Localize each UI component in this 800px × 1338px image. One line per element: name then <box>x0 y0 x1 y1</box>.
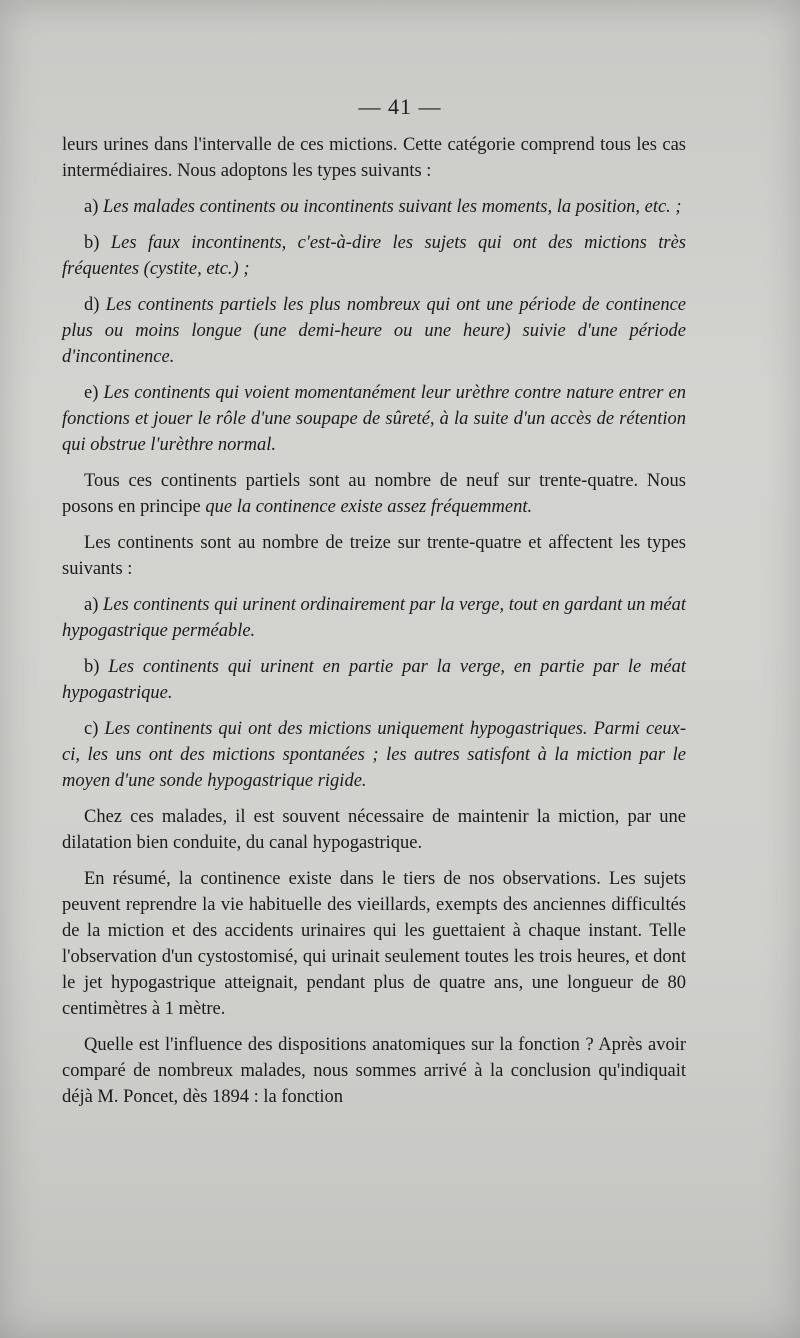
paragraph-dilatation: Chez ces malades, il est souvent nécessaire de maintenir la miction, par une dilatation bien conduite, du canal hypogastrique. <box>62 807 686 853</box>
list-item-d <box>62 292 686 370</box>
list-item-a <box>62 592 686 644</box>
list-marker: b) <box>84 233 100 253</box>
list-item-b <box>62 230 686 282</box>
paragraph-text: Tous ces continents partiels sont au nombre de neuf sur trente-quatre. Nous posons en principe <box>62 471 686 517</box>
list-item-text: Les malades continents ou incontinents suivant les moments, la position, etc. ; <box>103 197 682 217</box>
list-marker: a) <box>84 595 99 615</box>
list-item-text: Les continents qui urinent en partie par la verge, en partie par le méat hypogastrique. <box>62 657 687 703</box>
list-marker: e) <box>84 383 99 403</box>
list-item-text: Les continents partiels les plus nombreux qui ont une période de continence plus ou moins longue (une demi-heure ou une heure) suivie d'une période d'incontinence. <box>62 295 687 367</box>
paragraph-emphasis: que la continence existe assez fréquemment. <box>205 497 533 517</box>
paragraph-continents: Les continents sont au nombre de treize sur trente-quatre et affectent les types suivants : <box>62 533 686 579</box>
paragraph-summary: En résumé, la continence existe dans le tiers de nos observations. Les sujets peuvent reprendre la vie habituelle des vieillards, exempts des anciennes difficultés de la miction et des accidents urinaires qui les guettaient à chaque instant. Telle l'observation d'un cystostomisé, qui urinait seulement toutes les trois heures, et dont le jet hypogastrique atteignait, pendant plus de quatre ans, une longueur de 80 centimètres à 1 mètre. <box>62 869 686 1019</box>
paragraph-intro: leurs urines dans l'intervalle de ces mictions. Cette catégorie comprend tous les cas intermédiaires. Nous adoptons les types suivants : <box>62 135 686 181</box>
list-item-b <box>62 654 686 706</box>
list-item-e <box>62 380 686 458</box>
page-number: — 41 — <box>358 94 442 119</box>
list-marker: b) <box>84 657 100 677</box>
list-item-a <box>62 194 686 220</box>
paragraph-partial-continents <box>62 468 686 520</box>
list-marker: a) <box>84 197 99 217</box>
list-item-text: Les continents qui voient momentanément leur urèthre contre nature entrer en fonctions et jouer le rôle d'une soupape de sûreté, à la suite d'un accès de rétention qui obstrue l'urèthre normal. <box>62 383 687 455</box>
page-body <box>62 132 686 1120</box>
paragraph-anatomy: Quelle est l'influence des dispositions anatomiques sur la fonction ? Après avoir comparé de nombreux malades, nous sommes arrivé à la conclusion qu'indiquait déjà M. Poncet, dès 1894 : la fonction <box>62 1035 686 1107</box>
list-marker: c) <box>84 719 99 739</box>
list-item-text: Les faux incontinents, c'est-à-dire les sujets qui ont des mictions très fréquentes (cystite, etc.) ; <box>62 233 687 279</box>
list-marker: d) <box>84 295 100 315</box>
list-item-c <box>62 716 686 794</box>
list-item-text: Les continents qui ont des mictions uniquement hypogastriques. Parmi ceux-ci, les uns ont des mictions spontanées ; les autres satisfont à la miction par le moyen d'une sonde hypogastrique rigide. <box>62 719 687 791</box>
list-item-text: Les continents qui urinent ordinairement par la verge, tout en gardant un méat hypogastrique perméable. <box>62 595 687 641</box>
